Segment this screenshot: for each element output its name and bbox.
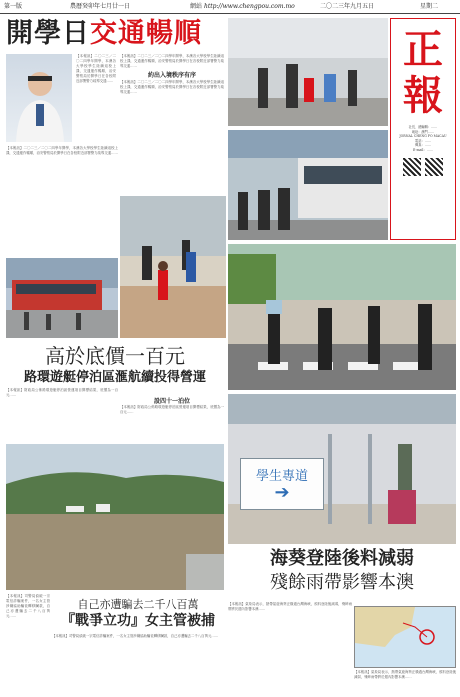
- second-story-section-sub: 設四十一泊位: [153, 398, 190, 405]
- typhoon-story-text-2: 【本報訊】氣象局表示，熱帶氣旋海葵正橫過台灣海峽，預料登陸後減弱，殘餘雨帶將於週內影響本澳……: [354, 670, 456, 679]
- fraud-headline: 『戰爭立功』女主管被捕: [61, 613, 215, 629]
- official-portrait-photo: [6, 54, 72, 142]
- second-subhead: 路環遊艇停泊區滙航續投得營運: [23, 370, 206, 385]
- website-link[interactable]: http://www.chengpou.com.mo: [204, 3, 295, 10]
- student-lane-label: 學生專道: [255, 469, 308, 484]
- school-gate-photo: [228, 18, 388, 126]
- logo-char-2: 報: [403, 72, 443, 119]
- second-story-text-col2: 【本報訊】財政局公佈路環遊艇停泊區營運項目開標結果，底價為一百元……: [120, 405, 224, 414]
- main-story-subhead: 約出入境秩序有序: [147, 72, 196, 79]
- main-story-text-col2: 【本報訊】二〇二三／二〇二四學年開學，本澳各大學校學生陸續返校上課，交通運作暢順，治安警察局於開學日在各校附近部署警力疏導交通……: [120, 54, 224, 68]
- masthead-logo: [391, 27, 455, 119]
- student-lane-photo: [228, 394, 456, 544]
- website-label: 網站: [190, 3, 203, 10]
- fraud-kicker: 自己亦遭騙去二千八百萬: [77, 598, 199, 611]
- headline-red: 交通暢順: [90, 18, 202, 49]
- second-story-text-col1: 【本報訊】財政局公佈路環遊艇停泊區營運項目開標結果，底價為一百元……: [6, 388, 118, 397]
- qr-code-icon: [425, 158, 443, 176]
- second-headline: 高於底價一百元: [45, 344, 185, 368]
- weekday: 星期二: [420, 3, 439, 10]
- fraud-story-text-col1: 【本報訊】司警局偵破一宗電信詐騙案件，一名女主管涉嫌協助騙徒轉移贓款，自己亦遭騙去二千八百萬元……: [6, 594, 50, 618]
- typhoon-headline-1: 海葵登陸後料減弱: [270, 548, 414, 569]
- typhoon-story-text: 【本報訊】氣象局表示，熱帶氣旋海葵正橫過台灣海峽，預料登陸後減弱，殘餘雨帶將於週內影響本澳……: [228, 602, 352, 611]
- main-headline: [6, 16, 224, 52]
- typhoon-map: [354, 606, 456, 668]
- main-story-text-col3: 【本報訊】二〇二三／二〇二四學年開學，本澳各大學校學生陸續返校上課，交通運作暢順，治安警察局於開學日在各校附近部署警力疏導交通……: [120, 80, 224, 94]
- logo-char-1: 正: [403, 26, 443, 73]
- arrow-right-icon: ➔: [274, 482, 290, 503]
- students-walking-photo: [120, 196, 226, 338]
- issue-date: 二〇二三年九月五日: [320, 3, 375, 10]
- bus-passengers-photo: [228, 130, 388, 240]
- lunar-date: 農曆癸卯年七月廿一日: [70, 3, 131, 10]
- harbour-photo: [6, 444, 224, 590]
- crosswalk-photo: [228, 244, 456, 390]
- masthead-bar: [0, 0, 460, 14]
- student-lane-sign: [240, 458, 324, 510]
- qr-code-icon: [403, 158, 421, 176]
- qr-codes: [391, 156, 455, 182]
- masthead-box: [390, 18, 456, 240]
- typhoon-headline-2: 殘餘雨帶影響本澳: [270, 572, 414, 593]
- main-story-text-col1: 【本報訊】二〇二三／二〇二四學年開學，本澳各大學校學生陸續返校上課，交通運作暢順，治安警察局於開學日在各校附近部署警力疏導交通……: [76, 54, 116, 83]
- fraud-story-text-col2: 【本報訊】司警局偵破一宗電信詐騙案件，一名女主管涉嫌協助騙徒轉移贓款，自己亦遭騙去二千八百萬元……: [52, 634, 219, 638]
- page-number: 第一版: [4, 3, 23, 10]
- main-story-text-col4: 【本報訊】二〇二三／二〇二四學年開學，本澳各大學校學生陸續返校上課，交通運作暢順，治安警察局於開學日在各校附近部署警力疏導交通……: [6, 146, 118, 155]
- bus-stop-photo: [6, 258, 118, 338]
- headline-black: 開學日: [6, 18, 90, 49]
- masthead-contact: 社長、總編輯：…… 地址：澳門…… JORNAL CHENG PO MACAU 電話：…… 傳真：…… E-mail：……: [399, 125, 447, 152]
